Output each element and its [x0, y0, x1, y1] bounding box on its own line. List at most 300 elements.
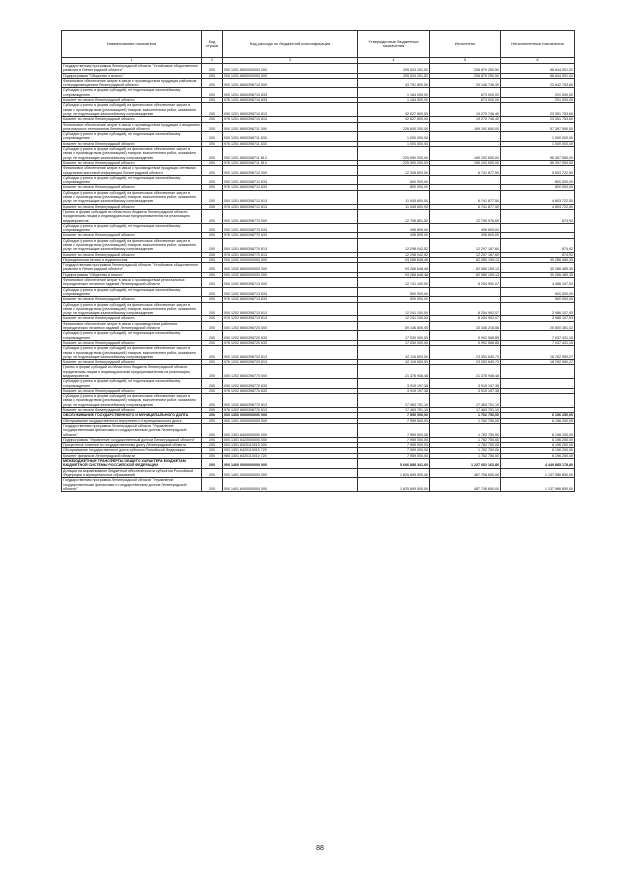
row-budget-code-cell: 000 1202 6650398720 813	[223, 346, 358, 360]
row-remaining-cell: 4 803 722,50	[501, 204, 575, 209]
row-budget-code-cell: 000 1201 6650398770 633	[223, 223, 358, 233]
row-name-cell: Субсидии (гранты в форме субсидий) на финансовое обеспечение затрат в связи с производством (реализацией) товаров, выполнением работ, оказанием услуг, не подлежащие казначейскому сопровождению	[62, 302, 202, 316]
row-executed-cell: 208 879 250,50	[430, 73, 501, 78]
row-budget-code-cell: 000 1201 6650398710 000	[223, 78, 358, 88]
row-line-code-cell: 200	[202, 302, 223, 316]
row-approved-cell: 1 000 000,00	[358, 141, 430, 146]
row-budget-code-cell: 000 1202 0000000000 000	[223, 257, 358, 262]
row-remaining-cell: 30 286 489,35	[501, 257, 575, 262]
row-remaining-cell: 6 196 250,00	[501, 437, 575, 442]
row-line-code-cell: 200	[202, 331, 223, 341]
row-executed-cell: 1 762 750,00	[430, 418, 501, 423]
table-row	[62, 346, 575, 360]
row-name-cell: Комитет по печати Ленинградской области	[62, 204, 202, 209]
row-budget-code-cell: 976 1202 6650398770 813	[223, 408, 358, 413]
column-header-budget-code: Код расхода по бюджетной классификации	[223, 31, 358, 58]
row-line-code-cell: 200	[202, 418, 223, 423]
row-executed-cell: 487 708 650,00	[430, 478, 501, 492]
row-executed-cell: 8 254 992,07	[430, 278, 501, 288]
row-name-cell: Комитет по печати Ленинградской области	[62, 160, 202, 165]
row-line-code-cell: 200	[202, 316, 223, 321]
row-name-cell: Комитет по печати Ленинградской области	[62, 233, 202, 238]
row-remaining-cell: 4 803 722,50	[501, 190, 575, 204]
row-budget-code-cell: 000 1201 6650398711 813	[223, 147, 358, 161]
row-name-cell: Государственная программа Ленинградской области "Устойчивое общественное развитие в Ленинградской области"	[62, 64, 202, 74]
table-row	[62, 468, 575, 478]
row-line-code-cell: 200	[202, 423, 223, 437]
budget-report-sheet	[61, 30, 574, 492]
row-line-code-cell: 200	[202, 122, 223, 132]
row-approved-cell: 11 545 600,00	[358, 190, 430, 204]
row-approved-cell: 42 116 600,00	[358, 360, 430, 365]
row-remaining-cell: 86 644 901,02	[501, 73, 575, 78]
row-budget-code-cell: 000 1202 6650398770 813	[223, 394, 358, 408]
row-line-code-cell: 200	[202, 340, 223, 345]
table-row	[62, 103, 575, 117]
row-approved-cell: 7 959 000,00	[358, 448, 430, 453]
row-budget-code-cell: 000 1301 6420110010 000	[223, 443, 358, 448]
row-name-cell: Комитет по печати Ленинградской области	[62, 141, 202, 146]
row-budget-code-cell: 000 1201 6650398712 813	[223, 190, 358, 204]
column-header-line-code: Код строки	[202, 31, 223, 58]
row-approved-cell: 12 796 851,52	[358, 209, 430, 223]
row-name-cell: Комитет по печати Ленинградской области	[62, 297, 202, 302]
row-remaining-cell: 291 000,00	[501, 98, 575, 103]
row-executed-cell: 19 275 746,40	[430, 103, 501, 117]
row-remaining-cell: 874,92	[501, 238, 575, 252]
row-budget-code-cell: 000 1301 6420110010 720	[223, 448, 358, 453]
row-line-code-cell: 200	[202, 141, 223, 146]
row-approved-cell: 17 030 000,00	[358, 340, 430, 345]
row-remaining-cell: -	[501, 388, 575, 393]
row-name-cell: Комитет финансов Ленинградской области	[62, 453, 202, 458]
row-budget-code-cell: 000 1201 6650398712 000	[223, 166, 358, 176]
row-executed-cell: 1 762 750,00	[430, 437, 501, 442]
row-approved-cell: 17 463 751,10	[358, 394, 430, 408]
row-executed-cell: 6 741 877,50	[430, 190, 501, 204]
row-executed-cell: -	[430, 175, 501, 185]
row-approved-cell: 7 959 000,00	[358, 418, 430, 423]
row-executed-cell: 1 237 002 162,80	[430, 459, 501, 469]
row-remaining-cell: 3 986 107,93	[501, 302, 575, 316]
row-line-code-cell: 200	[202, 365, 223, 379]
row-remaining-cell: 6 196 250,00	[501, 418, 575, 423]
row-remaining-cell: -	[501, 394, 575, 408]
row-remaining-cell: 5 603 722,50	[501, 166, 575, 176]
table-row	[62, 64, 575, 74]
row-remaining-cell: -	[501, 379, 575, 389]
row-budget-code-cell: 976 1201 6650398712 633	[223, 185, 358, 190]
row-line-code-cell: 200	[202, 64, 223, 74]
row-approved-cell: 42 116 600,00	[358, 346, 430, 360]
row-executed-cell: 62 980 159,13	[430, 272, 501, 277]
row-line-code-cell: 200	[202, 287, 223, 297]
row-executed-cell: -	[430, 287, 501, 297]
row-line-code-cell: 200	[202, 257, 223, 262]
row-line-code-cell: 200	[202, 166, 223, 176]
row-executed-cell: 12 297 167,60	[430, 238, 501, 252]
row-line-code-cell: 200	[202, 478, 223, 492]
row-line-code-cell: 200	[202, 73, 223, 78]
row-approved-cell: 225 590 200,00	[358, 147, 430, 161]
row-executed-cell: 487 708 650,00	[430, 468, 501, 478]
table-header-row	[62, 31, 575, 58]
row-approved-cell: 800 000,00	[358, 185, 430, 190]
row-executed-cell: 1 762 750,00	[430, 453, 501, 458]
row-budget-code-cell: 976 1202 6650398770 633	[223, 388, 358, 393]
row-budget-code-cell: 000 1401 0000000000 000	[223, 468, 358, 478]
row-remaining-cell: 1 137 986 850,00	[501, 478, 575, 492]
row-executed-cell: 6 741 877,50	[430, 166, 501, 176]
table-row	[62, 190, 575, 204]
row-executed-cell: 3 915 197,38	[430, 388, 501, 393]
row-line-code-cell: 200	[202, 263, 223, 273]
row-executed-cell: 6 741 877,50	[430, 204, 501, 209]
table-row	[62, 175, 575, 185]
row-executed-cell: 9 992 568,85	[430, 340, 501, 345]
row-line-code-cell: 200	[202, 175, 223, 185]
row-line-code-cell: 200	[202, 437, 223, 442]
row-remaining-cell: 6 196 250,00	[501, 453, 575, 458]
row-remaining-cell: 25 800 381,42	[501, 321, 575, 331]
row-approved-cell: 1 164 000,00	[358, 88, 430, 98]
row-executed-cell: 169 192 650,00	[430, 147, 501, 161]
row-approved-cell: 7 959 000,00	[358, 453, 430, 458]
row-line-code-cell: 200	[202, 346, 223, 360]
row-approved-cell: 1 625 695 500,00	[358, 478, 430, 492]
row-budget-code-cell: 000 1202 6650398720 633	[223, 331, 358, 341]
row-executed-cell: 12 795 976,60	[430, 209, 501, 223]
table-row	[62, 302, 575, 316]
row-line-code-cell: 200	[202, 233, 223, 238]
row-remaining-cell: -	[501, 365, 575, 379]
row-budget-code-cell: 000 1400 0000000000 000	[223, 459, 358, 469]
column-number: 3	[223, 58, 358, 64]
row-name-cell: Государственная программа Ленинградской области "Управление государственными финансами и государственным долгом Ленинградской области"	[62, 423, 202, 437]
row-remaining-cell: 23 351 753,60	[501, 117, 575, 122]
row-executed-cell: 17 463 751,10	[430, 408, 501, 413]
table-row	[62, 223, 575, 233]
row-name-cell: Обслуживание государственного внутреннего и муниципального долга	[62, 418, 202, 423]
row-executed-cell: 498 809,00	[430, 223, 501, 233]
row-name-cell: Финансовое обеспечение затрат в связи с производством районных периодических печатных изданий Ленинградской области	[62, 321, 202, 331]
row-approved-cell: 93 266 648,48	[358, 257, 430, 262]
row-name-cell: Подпрограмма "Общество и власть"	[62, 73, 202, 78]
row-name-cell: Субсидии (гранты в форме субсидий), не подлежащие казначейскому сопровождению	[62, 223, 202, 233]
row-line-code-cell: 200	[202, 185, 223, 190]
column-number: 4	[358, 58, 430, 64]
row-line-code-cell: 200	[202, 408, 223, 413]
row-name-cell: Гранты в форме субсидий из областного бюджета Ленинградской области юридическим лицам и индивидуальным предпринимателям на реализацию медиапроектов	[62, 209, 202, 223]
row-remaining-cell: 18 762 950,27	[501, 360, 575, 365]
row-approved-cell: 93 266 648,48	[358, 263, 430, 273]
column-number: 1	[62, 58, 202, 64]
row-approved-cell: 12 741 100,00	[358, 278, 430, 288]
row-name-cell: Финансовое обеспечение затрат в связи с производством продукции районным телерадиовещанием Ленинградской области	[62, 78, 202, 88]
row-budget-code-cell: 000 1202 6650000000 000	[223, 272, 358, 277]
row-name-cell: Субсидии (гранты в форме субсидий), не подлежащие казначейскому сопровождению	[62, 175, 202, 185]
row-approved-cell: 225 590 200,00	[358, 160, 430, 165]
row-budget-code-cell: 000 1202 6600000000 000	[223, 263, 358, 273]
row-approved-cell: 17 463 751,10	[358, 408, 430, 413]
row-name-cell: Финансовое обеспечение затрат в связи с производством продукции и вещанием региональных телеканалов Ленинградской области	[63, 122, 200, 131]
table-row	[62, 209, 575, 223]
row-remaining-cell: 6 196 250,00	[501, 443, 575, 448]
row-budget-code-cell: 000 1301 6400000000 000	[223, 423, 358, 437]
row-name-cell: Субсидии (гранты в форме субсидий) на финансовое обеспечение затрат в связи с производством (реализацией) товаров, выполнением работ, оказанием услуг, не подлежащие казначейскому сопровождению	[62, 238, 202, 252]
row-approved-cell: 21 378 948,48	[358, 365, 430, 379]
row-approved-cell: 500 000,00	[358, 287, 430, 297]
row-name-cell: Субсидии (гранты в форме субсидий) на финансовое обеспечение затрат в связи с производством (реализацией) товаров, выполнением работ, оказанием услуг, не подлежащие казначейскому сопровождению	[62, 147, 202, 161]
table-row	[62, 287, 575, 297]
row-name-cell: Комитет по печати Ленинградской области	[62, 388, 202, 393]
row-remaining-cell: 30 286 489,35	[501, 263, 575, 273]
row-budget-code-cell: 000 1202 6650398770 633	[223, 379, 358, 389]
table-row	[62, 379, 575, 389]
row-remaining-cell: 7 037 431,15	[501, 340, 575, 345]
row-name-cell: Обслуживание государственного долга субъекта Российской Федерации	[62, 448, 202, 453]
row-budget-code-cell: 000 1201 6650398711 000	[223, 122, 358, 132]
row-name-cell: Субсидии (гранты в форме субсидий), не подлежащие казначейскому сопровождению	[62, 379, 202, 389]
row-remaining-cell: -	[501, 223, 575, 233]
row-name-cell: Субсидии (гранты в форме субсидий), не подлежащие казначейскому сопровождению	[62, 88, 202, 98]
row-executed-cell: 1 762 750,00	[430, 423, 501, 437]
row-approved-cell: 7 959 000,00	[358, 437, 430, 442]
row-name-cell: Подпрограмма "Управление государственным долгом Ленинградской области"	[62, 437, 202, 442]
row-name-cell: Субсидии (гранты в форме субсидий) на финансовое обеспечение затрат в связи с производством (реализацией) товаров, выполнением работ, оказанием услуг, не подлежащие казначейскому сопровождению	[62, 103, 202, 117]
row-name-cell: ОБСЛУЖИВАНИЕ ГОСУДАРСТВЕННОГО И МУНИЦИПАЛЬНОГО ДОЛГА	[62, 413, 202, 418]
row-approved-cell: 43 791 800,00	[358, 78, 430, 88]
row-remaining-cell: 1 000 000,00	[501, 132, 575, 142]
row-executed-cell: 21 378 948,48	[430, 365, 501, 379]
row-executed-cell: 62 980 159,13	[430, 257, 501, 262]
row-approved-cell: 800 000,00	[358, 175, 430, 185]
table-row	[62, 166, 575, 176]
row-executed-cell: 8 254 992,07	[430, 302, 501, 316]
row-budget-code-cell: 985 1301 6420110010 720	[223, 453, 358, 458]
row-budget-code-cell: 000 1401 6400000000 000	[223, 478, 358, 492]
row-executed-cell: -	[430, 141, 501, 146]
row-budget-code-cell: 000 1301 0000000000 000	[223, 418, 358, 423]
row-budget-code-cell: 000 1202 6650398713 000	[223, 278, 358, 288]
row-remaining-cell: 4 486 107,93	[501, 278, 575, 288]
table-row	[62, 423, 575, 437]
row-line-code-cell: 200	[202, 147, 223, 161]
row-approved-cell: 226 600 200,00	[358, 122, 430, 132]
row-approved-cell: 12 298 042,52	[358, 238, 430, 252]
row-remaining-cell: -	[501, 233, 575, 238]
row-budget-code-cell: 000 1201 6600000000 000	[223, 64, 358, 74]
column-header-name: Наименование показателя	[62, 31, 202, 58]
table-row	[62, 132, 575, 142]
row-remaining-cell: 23 351 753,60	[501, 103, 575, 117]
row-remaining-cell: 18 762 950,27	[501, 346, 575, 360]
row-budget-code-cell: 000 1201 6650398710 633	[223, 88, 358, 98]
row-executed-cell: 8 254 992,07	[430, 316, 501, 321]
row-name-cell: Комитет по печати Ленинградской области	[62, 185, 202, 190]
row-name-cell: Субсидии (гранты в форме субсидий), не подлежащие казначейскому сопровождению	[62, 331, 202, 341]
row-budget-code-cell: 976 1202 6650398713 813	[223, 316, 358, 321]
row-line-code-cell: 200	[202, 278, 223, 288]
row-line-code-cell: 200	[202, 379, 223, 389]
row-name-cell: Комитет по печати Ленинградской области	[62, 316, 202, 321]
row-remaining-cell: 57 397 550,00	[501, 122, 575, 132]
row-executed-cell: 873 000,00	[430, 88, 501, 98]
row-remaining-cell: 1 000 000,00	[501, 141, 575, 146]
row-name-cell: Субсидии (гранты в форме субсидий) на финансовое обеспечение затрат в связи с производством (реализацией) товаров, выполнением работ, оказанием услуг, не подлежащие казначейскому сопровождению	[62, 394, 202, 408]
row-name-cell: Государственная программа Ленинградской области "Устойчивое общественное развитие в Ленинградской области"	[62, 263, 202, 273]
table-row	[62, 78, 575, 88]
row-name-cell: Субсидии (гранты в форме субсидий), не подлежащие казначейскому сопровождению	[62, 287, 202, 297]
table-row	[62, 331, 575, 341]
table-row	[62, 459, 575, 469]
row-remaining-cell: 6 196 250,00	[501, 413, 575, 418]
row-remaining-cell: 7 037 431,15	[501, 331, 575, 341]
table-row	[62, 278, 575, 288]
table-row	[62, 394, 575, 408]
column-header-approved: Утвержденные бюджетные назначения	[358, 31, 430, 58]
column-number: 6	[501, 58, 575, 64]
row-budget-code-cell: 000 1201 6650398712 633	[223, 175, 358, 185]
row-executed-cell: 19 275 746,40	[430, 117, 501, 122]
row-name-cell: Финансовое обеспечение затрат в связи с производством региональных периодических печатных изданий Ленинградской области	[62, 278, 202, 288]
row-approved-cell: 11 545 600,00	[358, 204, 430, 209]
row-approved-cell: 7 959 000,00	[358, 443, 430, 448]
row-approved-cell: 498 809,00	[358, 223, 430, 233]
row-executed-cell: 498 809,00	[430, 233, 501, 238]
row-executed-cell: 9 992 568,85	[430, 331, 501, 341]
row-budget-code-cell: 000 1301 6420000000 000	[223, 437, 358, 442]
row-approved-cell: 12 241 100,00	[358, 302, 430, 316]
row-remaining-cell: 86 644 901,02	[501, 64, 575, 74]
row-line-code-cell: 200	[202, 132, 223, 142]
row-name-cell: Гранты в форме субсидий из областного бюджета Ленинградской области юридическим лицам и индивидуальным предпринимателям на реализацию медиапроектов	[62, 365, 202, 379]
row-remaining-cell: 874,92	[501, 209, 575, 223]
row-budget-code-cell: 976 1202 6650398720 633	[223, 340, 358, 345]
row-line-code-cell: 200	[202, 360, 223, 365]
row-approved-cell: 42 627 800,00	[358, 117, 430, 122]
row-executed-cell: 20 148 746,40	[430, 78, 501, 88]
row-name-cell: Процентные платежи по государственному долгу Ленинградской области	[62, 443, 202, 448]
row-line-code-cell: 200	[202, 117, 223, 122]
table-row	[62, 238, 575, 252]
row-executed-cell: 873 000,00	[430, 98, 501, 103]
row-name-cell: Финансовое обеспечение затрат в связи с производством продукции сетевыми средствами массовой информации Ленинградской области	[62, 166, 202, 176]
table-row	[62, 147, 575, 161]
row-name-cell: Комитет по печати Ленинградской области	[62, 98, 202, 103]
row-line-code-cell: 200	[202, 98, 223, 103]
row-line-code-cell: 200	[202, 223, 223, 233]
row-name-cell: Субсидии (гранты в форме субсидий), не подлежащие казначейскому сопровождению	[62, 132, 202, 142]
row-line-code-cell: 200	[202, 238, 223, 252]
column-number: 2	[202, 58, 223, 64]
row-budget-code-cell: 976 1201 6650398711 813	[223, 160, 358, 165]
row-remaining-cell: 500 000,00	[501, 287, 575, 297]
table-row	[62, 478, 575, 492]
row-line-code-cell: 200	[202, 88, 223, 98]
row-budget-code-cell: 976 1201 6650398710 813	[223, 117, 358, 122]
row-line-code-cell: 200	[202, 160, 223, 165]
page-number: 88	[316, 845, 324, 852]
row-executed-cell: 33 346 218,58	[430, 321, 501, 331]
row-remaining-cell: 800 000,00	[501, 185, 575, 190]
row-approved-cell: 7 959 000,00	[358, 413, 430, 418]
column-header-executed: Исполнено	[430, 31, 501, 58]
row-remaining-cell: 3 986 107,93	[501, 316, 575, 321]
row-executed-cell: 169 192 650,00	[430, 122, 501, 132]
row-approved-cell: 1 625 695 500,00	[358, 468, 430, 478]
row-remaining-cell: 56 397 550,00	[501, 160, 575, 165]
column-number: 5	[430, 58, 501, 64]
row-executed-cell: 23 353 649,73	[430, 346, 501, 360]
row-line-code-cell: 200	[202, 321, 223, 331]
row-approved-cell: 12 345 600,00	[358, 166, 430, 176]
row-budget-code-cell: 976 1201 6650398770 633	[223, 233, 358, 238]
row-remaining-cell: 874,92	[501, 252, 575, 257]
row-executed-cell: 208 879 250,50	[430, 64, 501, 74]
row-remaining-cell: 30 286 489,35	[501, 272, 575, 277]
row-line-code-cell: 200	[202, 209, 223, 223]
row-remaining-cell: -	[501, 408, 575, 413]
row-line-code-cell: 200	[202, 190, 223, 204]
row-name-cell: Подпрограмма "Общество и власть"	[62, 272, 202, 277]
row-executed-cell: 1 762 750,00	[430, 448, 501, 453]
row-line-code-cell: 200	[202, 468, 223, 478]
row-name-cell: Государственная программа Ленинградской области "Управление государственными финансами и государственным долгом Ленинградской области"	[62, 478, 202, 492]
row-budget-code-cell: 000 1201 6650398711 633	[223, 132, 358, 142]
row-line-code-cell: 200	[202, 459, 223, 469]
row-line-code-cell: 200	[202, 252, 223, 257]
row-approved-cell: 500 000,00	[358, 297, 430, 302]
row-line-code-cell: 200	[202, 443, 223, 448]
budget-execution-table	[61, 30, 575, 492]
row-executed-cell: 23 353 649,73	[430, 360, 501, 365]
row-line-code-cell: 200	[202, 297, 223, 302]
row-remaining-cell: 23 642 753,60	[501, 78, 575, 88]
row-name-cell: Комитет по печати Ленинградской области	[62, 360, 202, 365]
row-remaining-cell: 6 196 250,00	[501, 448, 575, 453]
row-executed-cell: 1 762 750,00	[430, 413, 501, 418]
column-header-remaining: Неисполненные назначения	[501, 31, 575, 58]
row-line-code-cell: 200	[202, 388, 223, 393]
table-row	[62, 88, 575, 98]
row-approved-cell: 93 266 648,48	[358, 272, 430, 277]
row-approved-cell: 59 146 600,00	[358, 321, 430, 331]
row-line-code-cell: 200	[202, 272, 223, 277]
row-executed-cell: 3 915 197,38	[430, 379, 501, 389]
row-line-code-cell: 200	[202, 448, 223, 453]
row-remaining-cell: 800 000,00	[501, 175, 575, 185]
row-budget-code-cell: 000 1300 0000000000 000	[223, 413, 358, 418]
row-name-cell: Дотации на выравнивание бюджетной обеспеченности субъектов Российской Федерации и муниципальных образований	[62, 468, 202, 478]
row-approved-cell: 42 627 800,00	[358, 103, 430, 117]
row-budget-code-cell: 000 1201 6650398770 813	[223, 238, 358, 252]
row-name-cell: Комитет по печати Ленинградской области	[62, 252, 202, 257]
row-approved-cell: 498 809,00	[358, 233, 430, 238]
row-line-code-cell: 200	[202, 413, 223, 418]
row-executed-cell: 12 297 167,60	[430, 252, 501, 257]
row-executed-cell: 169 192 650,00	[430, 160, 501, 165]
row-approved-cell: 5 666 888 341,60	[358, 459, 430, 469]
row-budget-code-cell: 000 1202 6650398713 813	[223, 302, 358, 316]
row-executed-cell: 17 463 751,10	[430, 394, 501, 408]
row-approved-cell: 3 915 197,38	[358, 379, 430, 389]
row-executed-cell: 62 980 159,13	[430, 263, 501, 273]
row-approved-cell: 295 524 151,52	[358, 64, 430, 74]
table-row	[62, 263, 575, 273]
row-name-cell: Комитет по печати Ленинградской области	[62, 117, 202, 122]
row-line-code-cell: 200	[202, 394, 223, 408]
